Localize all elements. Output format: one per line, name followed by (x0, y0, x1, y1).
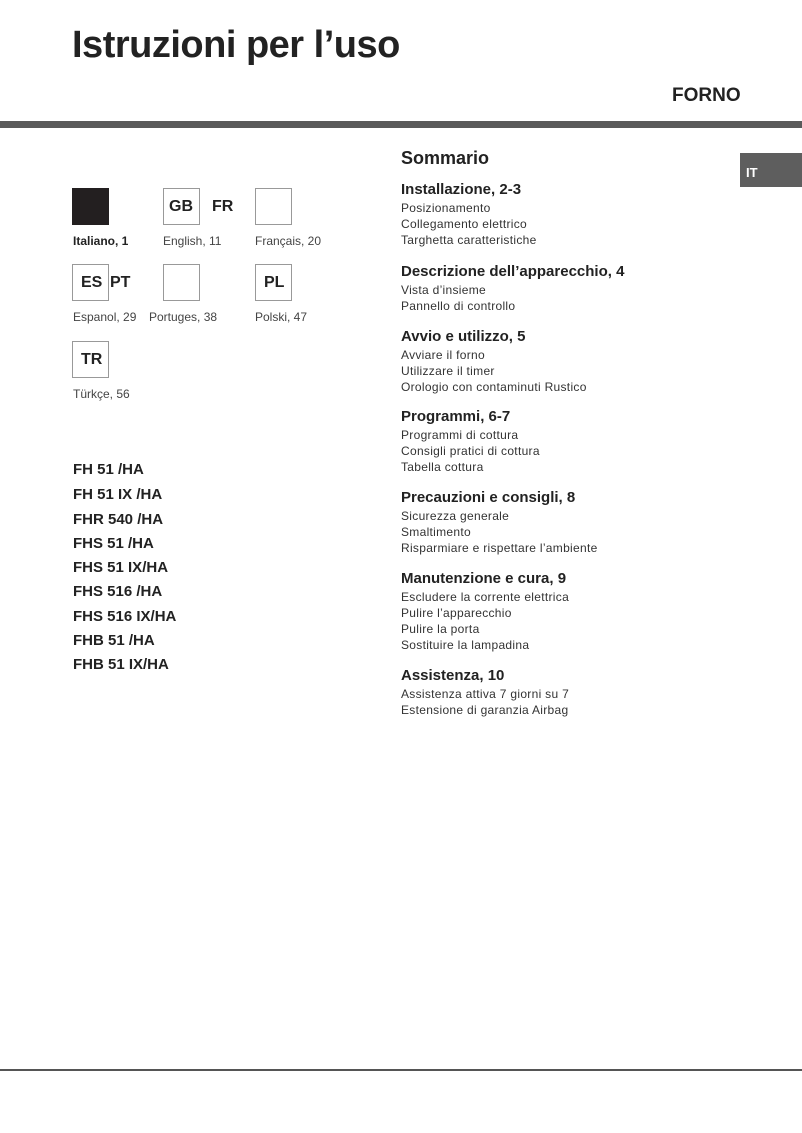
section-item: Estensione di garanzia Airbag (401, 703, 569, 717)
section-title: Programmi, 6-7 (401, 408, 511, 425)
section-item: Pulire l’apparecchio (401, 606, 512, 620)
language-code: PL (264, 274, 285, 291)
section-item: Escludere la corrente elettrica (401, 590, 570, 604)
language-label: Italiano, 1 (73, 234, 129, 248)
section-item: Assistenza attiva 7 giorni su 7 (401, 687, 570, 701)
section-item: Sostituire la lampadina (401, 638, 530, 652)
section-title: Installazione, 2-3 (401, 181, 522, 198)
model-name: FHB 51 /HA (73, 632, 155, 649)
section-item: Orologio con contaminuti Rustico (401, 380, 587, 394)
section-item: Collegamento elettrico (401, 217, 527, 231)
section-item: Targhetta caratteristiche (401, 233, 537, 247)
section-item: Pannello di controllo (401, 299, 516, 313)
model-name: FHS 51 IX/HA (73, 559, 169, 576)
section-item: Tabella cottura (401, 460, 484, 474)
language-label: Français, 20 (255, 234, 322, 248)
summary-section (401, 328, 587, 395)
model-name: FH 51 IX /HA (73, 486, 163, 503)
summary-section (401, 181, 537, 248)
section-title: Assistenza, 10 (401, 667, 505, 684)
summary-section (401, 489, 598, 556)
summary-section (401, 263, 624, 314)
language-code: TR (81, 351, 103, 368)
footer-divider (0, 1069, 802, 1071)
language-code: PT (110, 274, 131, 291)
section-title: Manutenzione e cura, 9 (401, 570, 567, 587)
section-item: Smaltimento (401, 525, 471, 539)
page-title: Istruzioni per l’uso (72, 24, 400, 66)
section-item: Utilizzare il timer (401, 364, 495, 378)
section-item: Programmi di cottura (401, 428, 519, 442)
language-box-empty (163, 264, 200, 301)
header-divider (0, 121, 802, 128)
summary-section (401, 570, 569, 653)
model-name: FHS 516 /HA (73, 583, 163, 600)
language-label: Espanol, 29 (73, 310, 137, 324)
model-name: FHB 51 IX/HA (73, 656, 169, 673)
language-label: English, 11 (163, 234, 222, 248)
language-box-empty (255, 188, 292, 225)
section-item: Risparmiare e rispettare l’ambiente (401, 541, 598, 555)
language-label: Türkçe, 56 (73, 387, 130, 401)
section-title: Avvio e utilizzo, 5 (401, 328, 526, 345)
language-code: ES (81, 274, 103, 291)
language-box-it (72, 188, 109, 225)
summary-section (401, 667, 569, 718)
section-item: Avviare il forno (401, 348, 485, 362)
language-label: Portuges, 38 (149, 310, 218, 324)
section-item: Sicurezza generale (401, 509, 510, 523)
model-name: FHR 540 /HA (73, 511, 164, 528)
section-item: Vista d’insieme (401, 283, 486, 297)
model-name: FH 51 /HA (73, 461, 144, 478)
section-item: Posizionamento (401, 201, 491, 215)
language-code: FR (212, 198, 234, 215)
section-item: Pulire la porta (401, 622, 480, 636)
section-title: Descrizione dell’apparecchio, 4 (401, 263, 625, 280)
summary-title: Sommario (401, 148, 490, 168)
language-label: Polski, 47 (255, 310, 308, 324)
model-name: FHS 51 /HA (73, 535, 154, 552)
summary-section (401, 408, 540, 475)
language-code: GB (169, 198, 193, 215)
language-tab-it: IT (740, 153, 802, 187)
section-title: Precauzioni e consigli, 8 (401, 489, 576, 506)
product-type: FORNO (672, 85, 741, 106)
model-name: FHS 516 IX/HA (73, 608, 177, 625)
section-item: Consigli pratici di cottura (401, 444, 540, 458)
